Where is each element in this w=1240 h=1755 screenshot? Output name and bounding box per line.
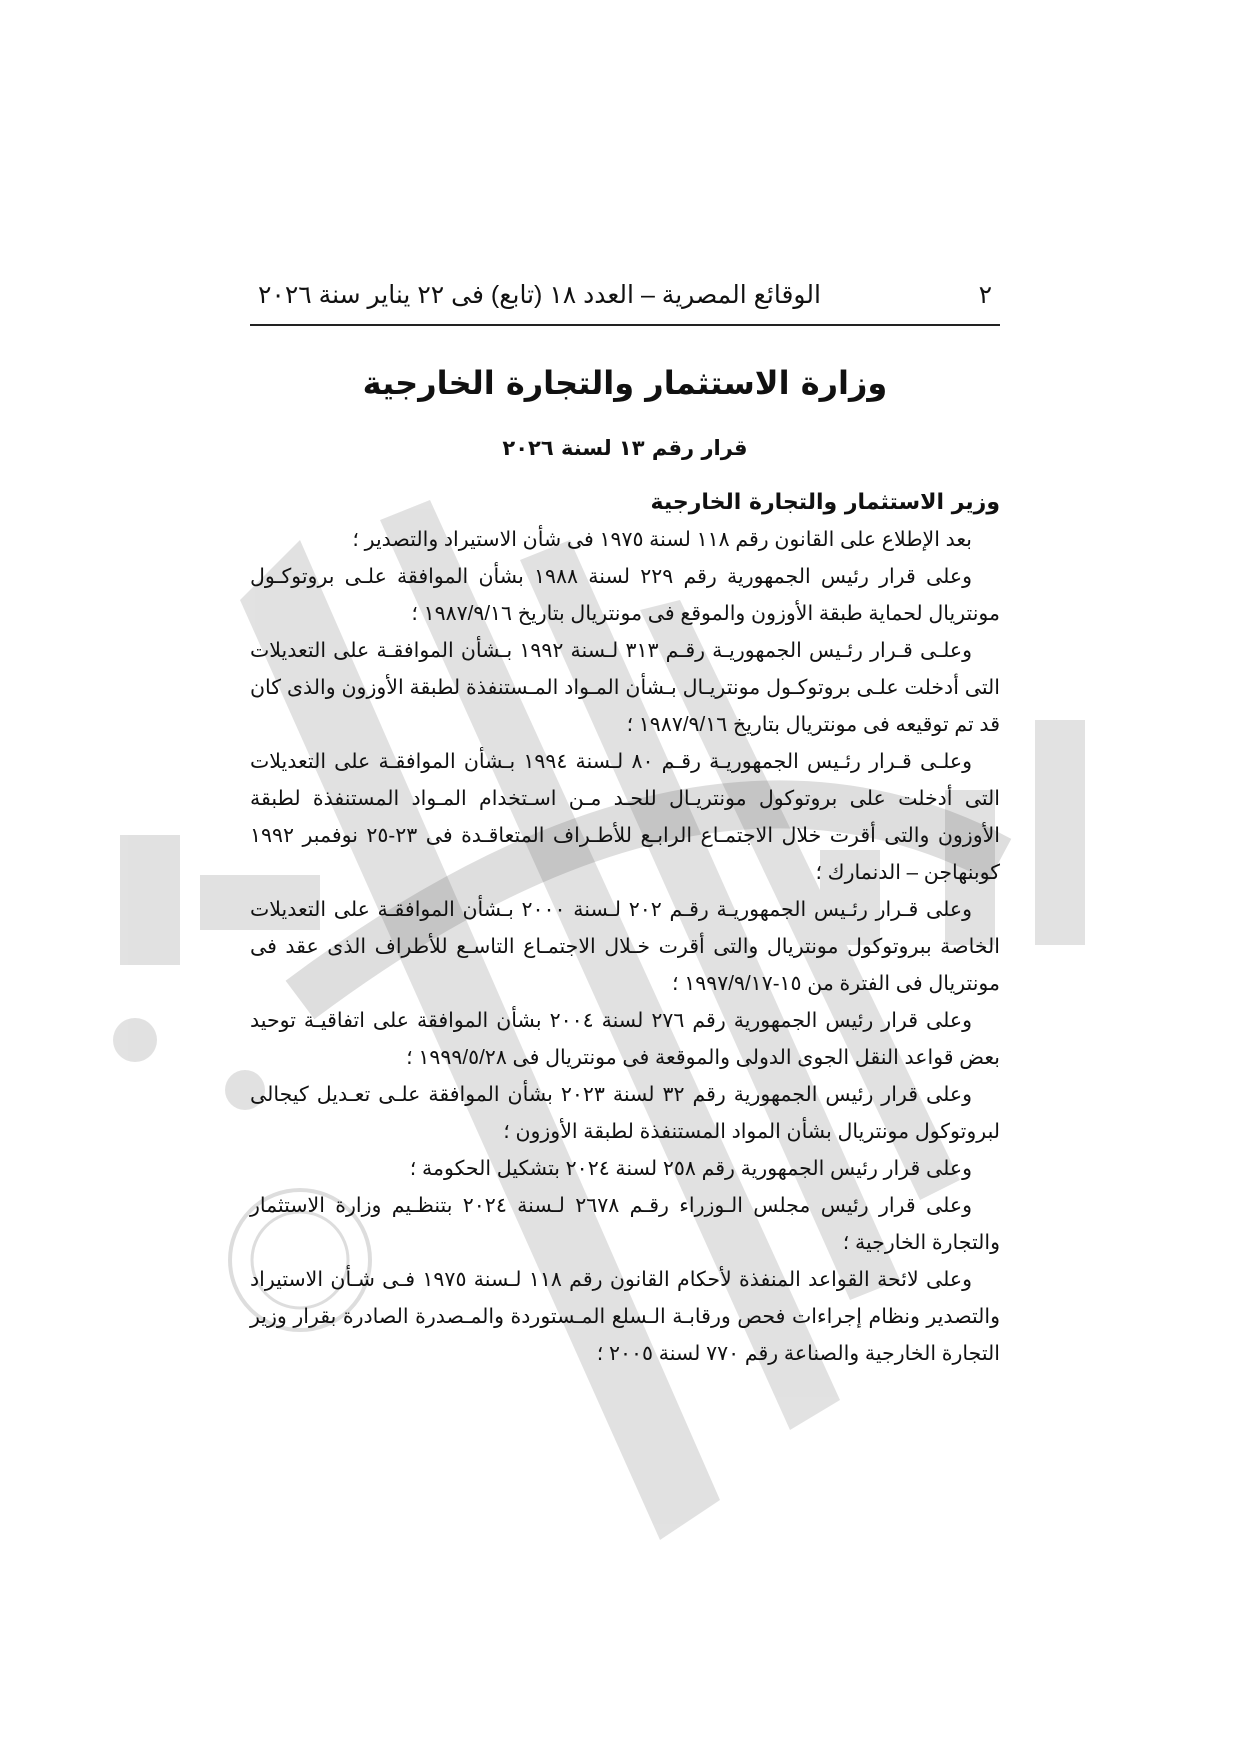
watermark-bar <box>120 835 180 965</box>
gazette-page <box>250 280 1000 1372</box>
preamble-paragraph: وعلى قرار رئيس الجمهورية رقم ٣٢ لسنة ٢٠٢٣ بشأن الموافقة علـى تعـديل كيجالى لبروتوكول مونتريال بشأن المواد المستنفذة لطبقة الأوزون ؛ <box>250 1083 1000 1143</box>
preamble-paragraph: وعلى قرار رئيس الجمهورية رقم ٢٧٦ لسنة ٢٠٠٤ بشأن الموافقة على اتفاقيـة توحيد بعض قواعد النقل الجوى الدولى والموقعة فى مونتريال فى ١٩٩٩/٥/٢٨ ؛ <box>250 1009 1000 1069</box>
preamble-paragraph: وعلى لائحة القواعد المنفذة لأحكام القانون رقم ١١٨ لـسنة ١٩٧٥ فـى شـأن الاستيراد والتصدير ونظام إجراءات فحص ورقابـة الـسلع المـستوردة والمـصدرة الصادرة بقرار وزير التجارة الخارجية والصناعة رقم ٧٧٠ لسنة ٢٠٠٥ ؛ <box>250 1268 1000 1365</box>
preamble-paragraph: بعد الإطلاع على القانون رقم ١١٨ لسنة ١٩٧٥ فى شأن الاستيراد والتصدير ؛ <box>352 528 972 551</box>
ministry-title: وزارة الاستثمار والتجارة الخارجية <box>362 364 888 402</box>
preamble-paragraph: وعلـى قـرار رئـيس الجمهوريـة رقـم ٣١٣ لـسنة ١٩٩٢ بـشأن الموافقـة على التعديلات التى أدخلت علـى بروتوكـول مونتريـال بـشأن المـواد المـستنفذة لطبقة الأوزون والذى كان قد تم توقيعه فى مونتريال بتاريخ ١٩٨٧/٩/١٦ ؛ <box>250 639 1000 736</box>
preamble-paragraph: وعلى قرار رئيس الجمهورية رقم ٢٥٨ لسنة ٢٠٢٤ بتشكيل الحكومة ؛ <box>409 1157 972 1180</box>
gazette-issue-line: الوقائع المصرية – العدد ١٨ (تابع) فى ٢٢ يناير سنة ٢٠٢٦ <box>258 281 821 309</box>
preamble-paragraph: وعلى قـرار رئـيس الجمهوريـة رقـم ٢٠٢ لـسنة ٢٠٠٠ بـشأن الموافقـة على التعديلات الخاصة ببروتوكول مونتريال والتى أقرت خـلال الاجتمـاع التاسـع للأطراف الذى عقد فى مونتريال فى الفترة من ١٥-١٩٩٧/٩/١٧ ؛ <box>250 898 1000 995</box>
watermark-bar <box>1035 720 1085 945</box>
page-number: ٢ <box>978 281 992 309</box>
preamble-paragraph: وعلى قرار رئيس مجلس الـوزراء رقـم ٢٦٧٨ لـسنة ٢٠٢٤ بتنظـيم وزارة الاستثمار والتجارة الخارجية ؛ <box>250 1194 1000 1254</box>
decree-title: قرار رقم ١٣ لسنة ٢٠٢٦ <box>502 436 748 460</box>
minister-title: وزير الاستثمار والتجارة الخارجية <box>650 490 1000 515</box>
watermark-dot <box>113 1018 157 1062</box>
preamble-paragraph: وعلـى قـرار رئـيس الجمهوريـة رقـم ٨٠ لـسنة ١٩٩٤ بـشأن الموافقـة على التعديلات التى أدخلت على بروتوكول مونتريـال للحـد مـن اسـتخدام المـواد المستنفذة لطبقة الأوزون والتى أقرت خلال الاجتمـاع الرابـع للأطـراف المتعاقـدة فى ٢٣-٢٥ نوفمبر ١٩٩٢ كوبنهاجن – الدنمارك ؛ <box>250 750 1000 884</box>
page-header <box>250 280 1000 326</box>
preamble-paragraph: وعلى قرار رئيس الجمهورية رقم ٢٢٩ لسنة ١٩٨٨ بشأن الموافقة علـى بروتوكـول مونتريال لحماية طبقة الأوزون والموقع فى مونتريال بتاريخ ١٩٨٧/٩/١٦ ؛ <box>250 565 1000 625</box>
